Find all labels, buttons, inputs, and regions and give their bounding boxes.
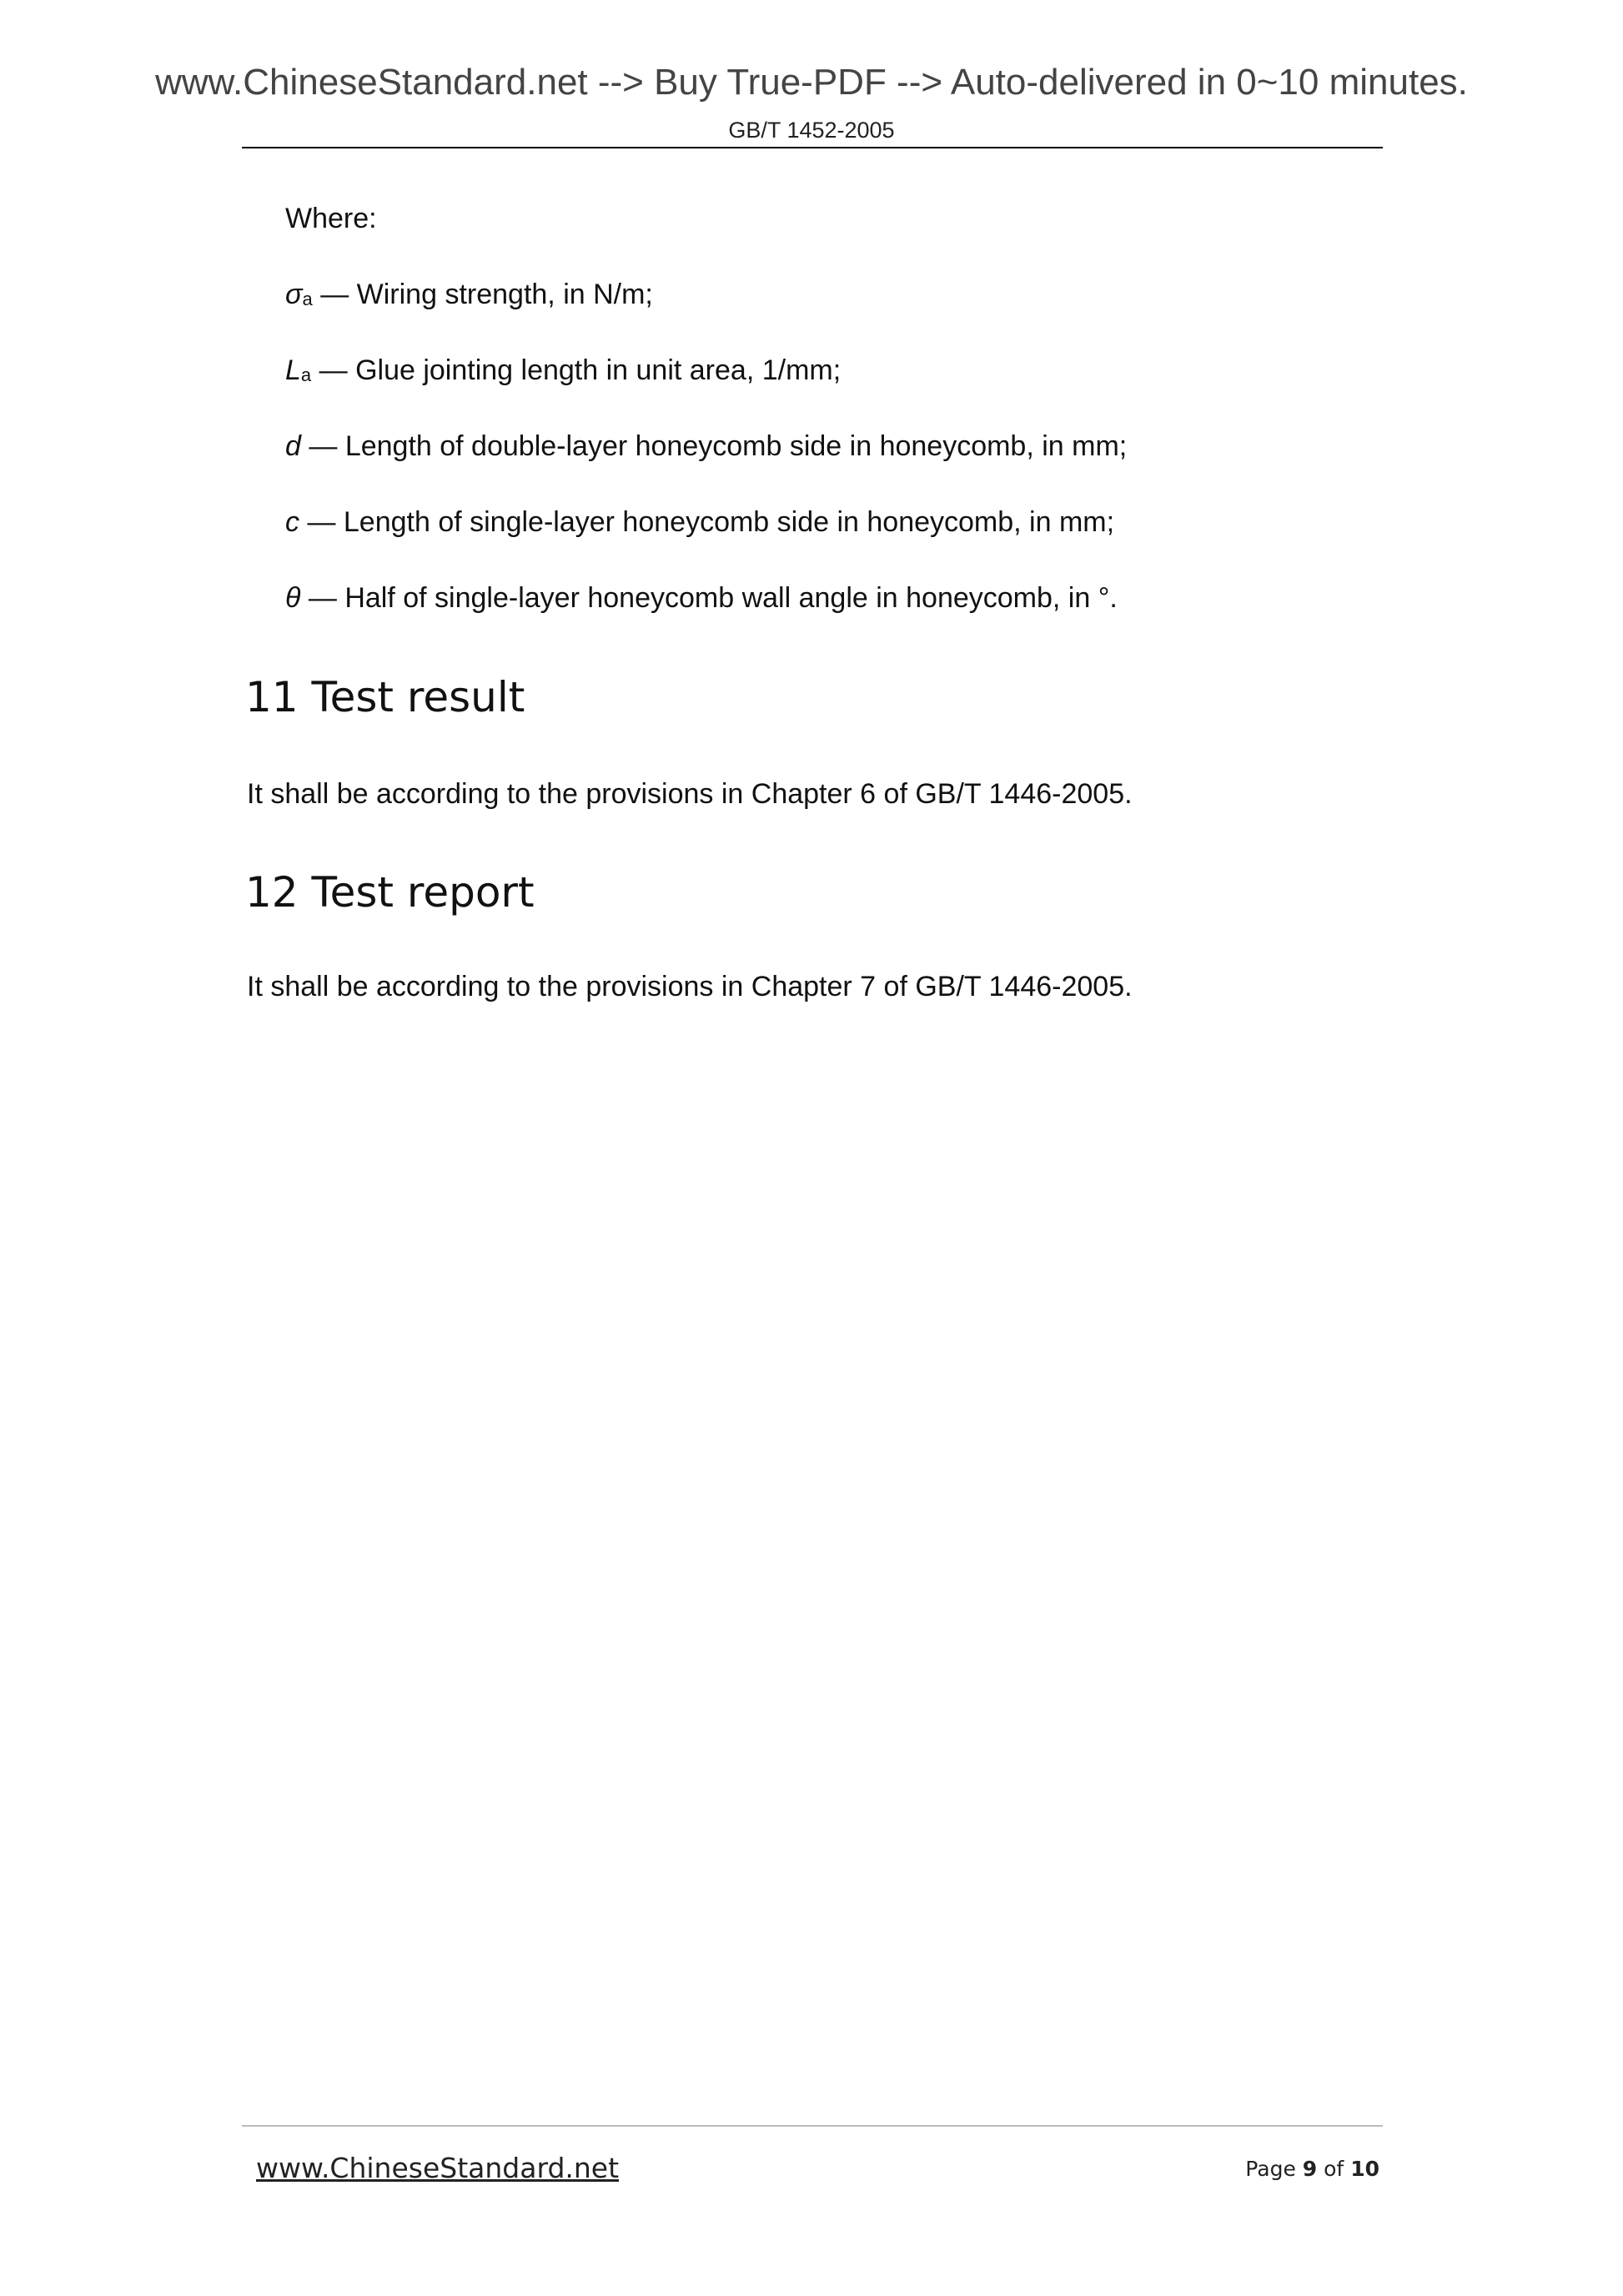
subscript: a [302, 289, 313, 309]
page-of: of [1324, 2157, 1344, 2181]
section-body-test-report: It shall be according to the provisions in Chapter 7 of GB/T 1446-2005. [247, 971, 1133, 1002]
standard-code: GB/T 1452-2005 [728, 118, 895, 143]
where-item-double-layer-side [285, 430, 1127, 466]
symbol: L [285, 354, 301, 386]
section-body-test-result: It shall be according to the provisions in Chapter 6 of GB/T 1446-2005. [247, 778, 1133, 810]
header-banner: www.ChineseStandard.net --> Buy True-PDF --> Auto-delivered in 0~10 minutes. [155, 62, 1468, 103]
subscript: a [300, 364, 312, 385]
where-item-wiring-strength [285, 278, 653, 314]
footer-website-link[interactable]: www.ChineseStandard.net [256, 2152, 620, 2184]
section-heading-test-report: 12 Test report [245, 868, 535, 917]
definition: — Glue jointing length in unit area, 1/mm; [311, 354, 842, 386]
definition: — Length of single-layer honeycomb side in honeycomb, in mm; [299, 506, 1115, 538]
page-current: 9 [1302, 2157, 1318, 2181]
where-item-glue-length [285, 354, 841, 390]
symbol: σ [285, 279, 303, 310]
where-intro: Where: [285, 203, 377, 234]
definition: — Length of double-layer honeycomb side in honeycomb, in mm; [300, 430, 1128, 462]
where-item-single-layer-side [285, 505, 1114, 542]
symbol: d [285, 430, 301, 462]
symbol: θ [285, 582, 301, 614]
definition: — Half of single-layer honeycomb wall angle in honeycomb, in °. [300, 582, 1118, 614]
footer-divider [242, 2125, 1383, 2127]
page-number [1245, 2157, 1379, 2181]
symbol: c [285, 506, 299, 538]
page-total: 10 [1350, 2157, 1379, 2181]
header-divider [242, 147, 1383, 148]
definition: — Wiring strength, in N/m; [312, 279, 653, 310]
page-word: Page [1245, 2157, 1296, 2181]
section-heading-test-result: 11 Test result [245, 673, 525, 721]
where-item-wall-angle [285, 581, 1118, 618]
